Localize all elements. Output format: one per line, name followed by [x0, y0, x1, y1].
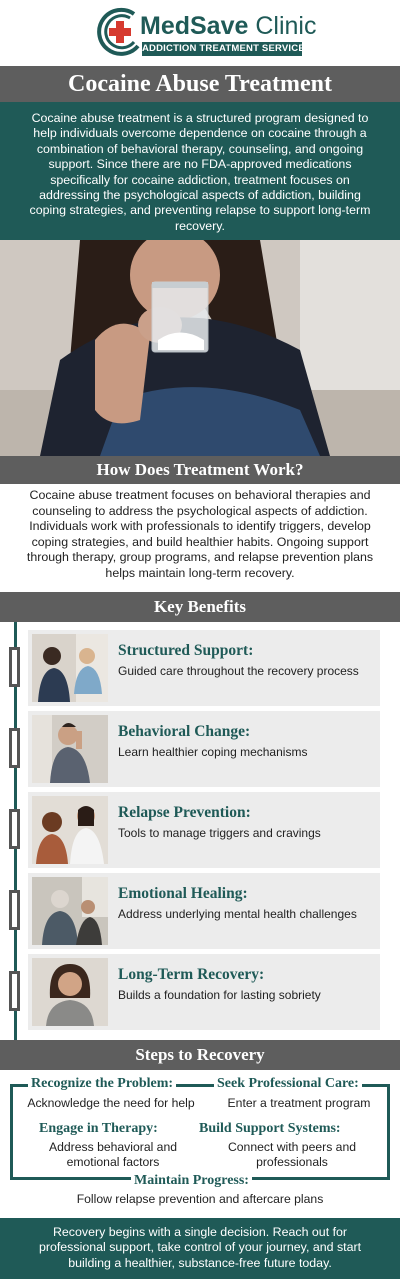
step-title: Seek Professional Care:: [214, 1076, 362, 1092]
benefit-photo-doctor: [32, 796, 108, 864]
logo-brand-light: Clinic: [248, 12, 317, 40]
logo-brand-bold: MedSave: [140, 12, 249, 40]
step-desc: Follow relapse prevention and aftercare plans: [40, 1192, 360, 1207]
timeline-marker: [9, 971, 20, 1011]
benefit-title: Emotional Healing:: [118, 885, 248, 902]
intro-text: Cocaine abuse treatment is a structured program designed to help individuals overcome dependence on cocaine through a combination of behavioral therapy, counseling, and ongoing support. Since there are no FDA-approved medications specifically for cocaine addiction, treatment focuses on addressing the psychological aspects of addiction, building coping strategies, and preventing relapse to support long-term recovery.: [0, 102, 400, 240]
logo-title: [140, 12, 316, 41]
hero-illustration: [0, 240, 400, 456]
how-text: Cocaine abuse treatment focuses on behavioral therapies and counseling to address the psychological aspects of addiction. Individuals work with professionals to identify triggers, develop coping strategies, and build healthier habits. Ongoing support through therapy, group programs, and relapse prevention plans helps maintain long-term recovery.: [26, 488, 374, 580]
benefit-photo-stressed-man: [32, 715, 108, 783]
benefit-card: [28, 711, 380, 787]
benefit-photo-smiling-woman: [32, 958, 108, 1026]
benefit-title: Long-Term Recovery:: [118, 966, 265, 983]
benefit-desc: Tools to manage triggers and cravings: [118, 826, 321, 840]
benefit-card: [28, 792, 380, 868]
benefit-photo-counseling: [32, 634, 108, 702]
timeline-marker: [9, 809, 20, 849]
step-title: Build Support Systems:: [196, 1121, 344, 1137]
benefit-title: Structured Support:: [118, 642, 254, 659]
benefit-card: [28, 954, 380, 1030]
benefit-desc: Builds a foundation for lasting sobriety: [118, 988, 321, 1002]
hero-photo: [0, 240, 400, 456]
step-title: Maintain Progress:: [131, 1173, 252, 1189]
benefit-card: [28, 873, 380, 949]
logo-tagline: ADDICTION TREATMENT SERVICES: [142, 43, 312, 54]
key-benefits-heading: Key Benefits: [0, 592, 400, 622]
footer-text: Recovery begins with a single decision. Reach out for professional support, take control of your journey, and start building a healthier, substance-free future today.: [0, 1218, 400, 1279]
benefit-photo-emotional-support: [32, 877, 108, 945]
medsave-logo[interactable]: [94, 6, 317, 60]
logo-cross-icon: [94, 6, 146, 58]
benefit-title: Behavioral Change:: [118, 723, 251, 740]
steps-heading: Steps to Recovery: [0, 1040, 400, 1070]
step-desc: Enter a treatment program: [212, 1096, 386, 1111]
benefit-desc: Address underlying mental health challenges: [118, 907, 357, 921]
benefit-desc: Guided care throughout the recovery process: [118, 664, 359, 678]
page-title: Cocaine Abuse Treatment: [0, 66, 400, 102]
timeline-marker: [9, 728, 20, 768]
benefit-desc: Learn healthier coping mechanisms: [118, 745, 308, 759]
step-desc: Connect with peers and professionals: [214, 1140, 370, 1170]
step-desc: Acknowledge the need for help: [16, 1096, 206, 1111]
benefit-card: [28, 630, 380, 706]
step-desc: Address behavioral and emotional factors: [30, 1140, 196, 1170]
how-heading: How Does Treatment Work?: [0, 456, 400, 484]
benefit-title: Relapse Prevention:: [118, 804, 251, 821]
header: [0, 0, 400, 66]
step-title: Engage in Therapy:: [36, 1121, 161, 1137]
timeline-marker: [9, 647, 20, 687]
step-title: Recognize the Problem:: [28, 1076, 176, 1092]
timeline-marker: [9, 890, 20, 930]
steps-section: [0, 1070, 400, 1218]
